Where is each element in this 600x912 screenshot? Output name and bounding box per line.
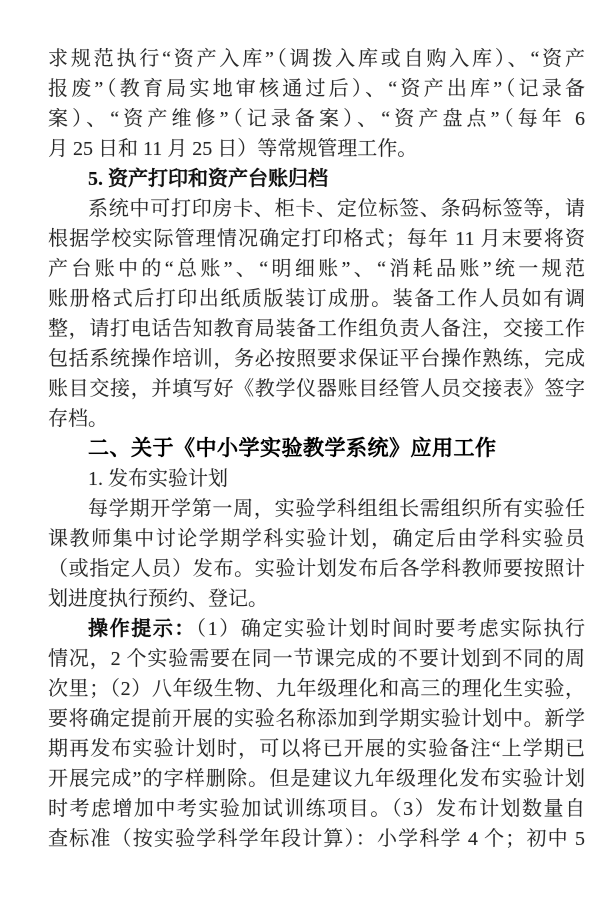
text-line: 存档。 — [48, 408, 108, 430]
text-line: 时考虑增加中考实验加试训练项目。（3）发布计划数量自 — [48, 798, 585, 820]
text-line: 期再发布实验计划时，可以将已开展的实验备注“上学期已 — [48, 738, 585, 760]
text-line: 整，请打电话告知教育局装备工作组负责人备注，交接工作 — [48, 318, 585, 340]
text-line: 次里；（2）八年级生物、九年级理化和高三的理化生实验， — [48, 678, 585, 700]
text-line: 产台账中的“总账”、“明细账”、“消耗品账”统一规范 — [48, 258, 585, 280]
text-line: 根据学校实际管理情况确定打印格式；每年 11 月末要将资 — [48, 228, 585, 250]
text-line: 报废”（教育局实地审核通过后）、“资产出库”（记录备 — [48, 78, 585, 100]
text-line: 月 25 日和 11 月 25 日）等常规管理工作。 — [48, 138, 418, 160]
text-line: 要将确定提前开展的实验名称添加到学期实验计划中。新学 — [48, 708, 585, 730]
text-line: 系统中可打印房卡、柜卡、定位标签、条码标签等，请 — [88, 198, 585, 220]
text-line: 课教师集中讨论学期学科实验计划，确定后由学科实验员 — [48, 528, 585, 550]
text-line: 开展完成”的字样删除。但是建议九年级理化发布实验计划 — [48, 768, 585, 790]
text-line: 划进度执行预约、登记。 — [48, 588, 268, 610]
text-line: 案）、“资产维修”（记录备案）、“资产盘点”（每年 6 — [48, 108, 585, 130]
text-line-operation-tips — [48, 614, 585, 644]
subsection-heading-asset-print: 5. 资产打印和资产台账归档 — [88, 168, 328, 190]
document-body — [48, 44, 585, 854]
tips-lead-rest: （1）确定实验计划时间时要考虑实际执行 — [196, 618, 585, 640]
text-line: 包括系统操作培训，务必按照要求保证平台操作熟练，完成 — [48, 348, 585, 370]
text-line: 每学期开学第一周，实验学科组组长需组织所有实验任 — [88, 498, 585, 520]
section-heading-experiment-system: 二、关于《中小学实验教学系统》应用工作 — [88, 437, 497, 460]
text-line: 情况，2 个实验需要在同一节课完成的不要计划到不同的周 — [48, 648, 585, 670]
text-line: 求规范执行“资产入库”（调拨入库或自购入库）、“资产 — [48, 48, 585, 70]
text-line: 账目交接，并填写好《教学仪器账目经管人员交接表》签字 — [48, 378, 585, 400]
subsection-heading-publish-plan: 1. 发布实验计划 — [88, 468, 228, 490]
text-line: 账册格式后打印出纸质版装订成册。装备工作人员如有调 — [48, 288, 585, 310]
text-line: 查标准（按实验学科学年段计算）：小学科学 4 个；初中 5 — [48, 828, 585, 850]
tips-lead-label: 操作提示： — [88, 618, 197, 640]
text-line: （或指定人员）发布。实验计划发布后各学科教师要按照计 — [48, 558, 585, 580]
